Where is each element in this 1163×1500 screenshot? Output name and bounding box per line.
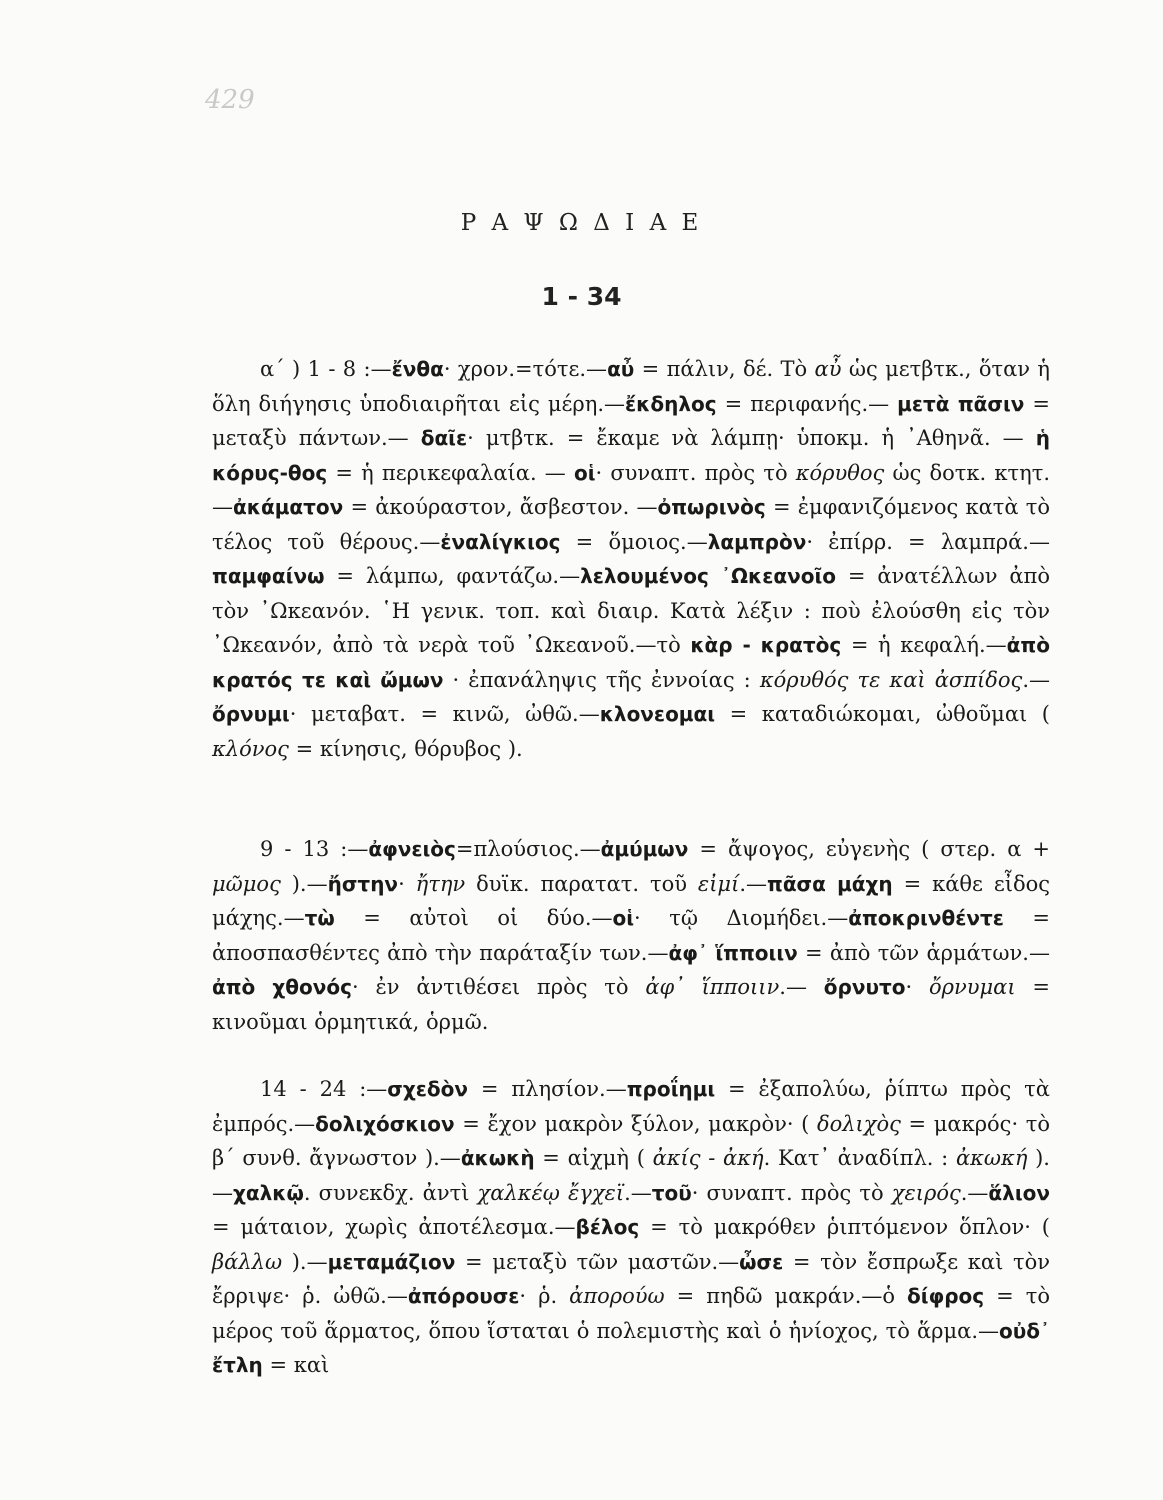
gloss-text: = κίνησις, θόρυβος ). — [288, 736, 523, 761]
gloss-text: 9 - 13 :— — [260, 837, 369, 861]
lemma-term: ἀπόρουσε — [407, 1284, 520, 1308]
lemma-term: δολιχόσκιον — [315, 1111, 455, 1136]
gloss-text: = πλησίον.— — [468, 1077, 627, 1101]
lemma-term: οὐδ᾿ ἔτλη — [212, 1318, 1050, 1377]
gloss-text: = μάταιον, χωρὶς ἀποτέλεσμα.— — [212, 1215, 576, 1239]
lemma-term: ἔνθα — [391, 357, 444, 381]
gloss-text: = ἀνατέλλων ἀπὸ τὸν ᾿Ωκεανόν. ῾Η γενικ. τοπ. καὶ διαιρ. Κατὰ λέξιν : ποὺ ἐλούσθη εἰς τὸν ᾿Ωκεανόν, ἀπὸ τὰ νερὰ τοῦ ᾿Ωκεανοῦ.—τὸ — [212, 564, 1050, 657]
lemma-term: τὼ — [304, 906, 335, 930]
gloss-text: = τὸ μέρος τοῦ ἅρματος, ὅπου ἵσταται ὁ πολεμιστὴς καὶ ὁ ἡνίοχος, τὸ ἅρμα.— — [212, 1284, 1051, 1343]
gloss-text: = μεταξὺ πάντων.— — [212, 391, 1050, 450]
lemma-term: δίφρος — [907, 1284, 985, 1308]
italic-citation: δολιχὸς — [816, 1111, 901, 1136]
commentary-paragraph-2 — [212, 832, 1050, 1039]
lemma-term: ὀπωρινὸς — [657, 495, 766, 519]
gloss-text: = ἡ περικεφαλαία. — — [327, 460, 574, 485]
gloss-text: = τὸν ἔσπρωξε καὶ τὸν ἔρριψε· ῥ. ὠθῶ.— — [212, 1249, 1051, 1308]
italic-citation: κόρυθος — [795, 460, 885, 485]
lemma-term: σχεδὸν — [387, 1077, 468, 1101]
gloss-text: .— — [739, 871, 767, 896]
gloss-text: ὡς μετβτκ., ὅταν ἡ ὅλη διήγησις ὑποδιαιρῆται εἰς μέρη.— — [212, 357, 1050, 416]
gloss-text: .— — [779, 975, 824, 999]
lemma-term: ἀφνειὸς — [368, 837, 456, 861]
gloss-text: · — [905, 975, 929, 999]
lemma-term: ἡ κόρυς-θος — [212, 426, 1050, 485]
gloss-text: ).— — [280, 871, 328, 896]
italic-citation: χαλκέῳ ἔγχεϊ — [477, 1180, 625, 1205]
lemma-term: βέλος — [575, 1215, 640, 1239]
gloss-text: = λάμπω, φαντάζω.— — [324, 564, 581, 588]
gloss-text: · συναπτ. πρὸς τὸ — [691, 1180, 892, 1205]
gloss-text: = κινοῦμαι ὁρμητικά, ὁρμῶ. — [212, 975, 1051, 1034]
gloss-text: = ἐμφανιζόμενος κατὰ τὸ τέλος τοῦ θέρους.— — [212, 495, 1050, 554]
lemma-term: οἱ — [573, 460, 596, 485]
gloss-text: · ῥ. — [519, 1284, 570, 1308]
gloss-text: .— — [624, 1180, 652, 1205]
gloss-text: = τὸ μακρόθεν ῥιπτόμενον ὅπλον· ( — [639, 1215, 1050, 1239]
gloss-text: = αὐτοὶ οἱ δύο.— — [334, 906, 613, 930]
lemma-term: ἀκωκὴ — [460, 1146, 535, 1170]
commentary-paragraph-1 — [212, 352, 1050, 766]
gloss-text: · ἐν ἀντιθέσει πρὸς τὸ — [352, 975, 646, 999]
gloss-text: · ἐπίρρ. = λαμπρά.— — [806, 529, 1050, 554]
italic-citation: βάλλω — [212, 1249, 283, 1274]
lemma-term: ἀποκρινθέντε — [848, 906, 1004, 930]
gloss-text: . συνεκδχ. ἀντὶ — [303, 1180, 478, 1205]
gloss-text: δυϊκ. παρατατ. τοῦ — [465, 871, 698, 896]
gloss-text: = κάθε εἶδος μάχης.— — [212, 871, 1050, 930]
gloss-text: ὡς δοτκ. κτητ.— — [212, 460, 1050, 519]
gloss-text: = ἀκούραστον, ἄσβεστον. — — [343, 495, 658, 519]
lemma-term: ἤστην — [327, 871, 399, 896]
gloss-text: = καὶ — [262, 1353, 330, 1377]
gloss-text: · μεταβατ. = κινῶ, ὠθῶ.— — [289, 702, 600, 726]
lemma-term: ὄρνυμι — [212, 702, 290, 726]
italic-citation: μῶμος — [212, 871, 281, 896]
gloss-text: =πλούσιος.— — [455, 837, 601, 861]
gloss-text: = ἀπὸ τῶν ἁρμάτων.— — [797, 940, 1050, 965]
lemma-term: τοῦ — [651, 1180, 692, 1205]
gloss-text: = πάλιν, δέ. Τὸ — [634, 357, 815, 381]
italic-citation: αὖ — [814, 357, 842, 381]
gloss-text: = μεταξὺ τῶν μαστῶν.— — [455, 1249, 740, 1274]
italic-citation: ἀκωκή — [955, 1146, 1028, 1170]
gloss-text: . Κατ᾿ ἀναδίπλ. : — [763, 1146, 956, 1170]
gloss-text: .— — [960, 1180, 989, 1205]
gloss-text: = ἀποσπασθέντες ἀπὸ τὴν παράταξίν των.— — [212, 906, 1050, 965]
gloss-text: = ἡ κεφαλή.— — [841, 633, 1007, 657]
italic-citation: χειρός — [891, 1180, 961, 1205]
verse-range-heading: 1 - 34 — [541, 282, 622, 311]
lemma-term: κὰρ - κρατὸς — [690, 633, 842, 657]
lemma-term: ὄρνυτο — [823, 975, 906, 999]
lemma-term: ἀπὸ κρατός τε καὶ ὤμων — [212, 633, 1050, 692]
gloss-text: · ἐπανάληψις τῆς ἐννοίας : — [443, 667, 760, 692]
gloss-text: = αἰχμὴ ( — [534, 1146, 653, 1170]
lemma-term: ἀμύμων — [600, 837, 689, 861]
lemma-term: λελουμένος ᾿Ωκεανοῖο — [580, 564, 836, 588]
gloss-text: · τῷ Διομήδει.— — [634, 906, 849, 930]
gloss-text: · μτβτκ. = ἔκαμε νὰ λάμπῃ· ὑποκμ. ἡ ᾿Αθηνᾶ. — — [467, 426, 1036, 450]
italic-citation: ὄρνυμαι — [929, 975, 1016, 999]
gloss-text: = περιφανής.— — [716, 391, 898, 416]
lemma-term: μετὰ πᾶσιν — [897, 391, 1025, 416]
lemma-term: μεταμάζιον — [327, 1249, 456, 1274]
gloss-text: .— — [1022, 667, 1050, 692]
lemma-term: ἔκδηλος — [625, 391, 717, 416]
lemma-term: παμφαίνω — [212, 564, 325, 588]
gloss-text: = πηδῶ μακράν.—ὁ — [664, 1284, 908, 1308]
gloss-text: · χρον.=τότε.— — [443, 357, 608, 381]
lemma-term: ἀπὸ χθονός — [212, 975, 353, 999]
italic-citation: εἰμί — [697, 871, 740, 896]
italic-citation: κόρυθός τε καὶ ἀσπίδος — [759, 667, 1023, 692]
gloss-text: ).— — [212, 1146, 1050, 1205]
lemma-term: ἀκάματον — [233, 495, 344, 519]
lemma-term: χαλκῷ — [233, 1180, 304, 1205]
lemma-term: αὖ — [607, 357, 635, 381]
italic-citation: ἀφ᾿ ἵπποιιν — [645, 975, 780, 999]
gloss-text: 14 - 24 :— — [260, 1077, 388, 1101]
italic-citation: κλόνος — [212, 736, 289, 761]
gloss-text: = ὅμοιος.— — [560, 529, 708, 554]
gloss-text: α΄ ) 1 - 8 :— — [260, 357, 392, 381]
italic-citation: ἤτην — [415, 871, 466, 896]
rhapsody-heading: Ρ Α Ψ Ω Δ Ι Α Ε — [460, 210, 703, 236]
gloss-text: = ἐξαπολύω, ῥίπτω πρὸς τὰ ἐμπρός.— — [212, 1077, 1050, 1136]
lemma-term: πᾶσα μάχη — [767, 871, 893, 896]
italic-citation: ἀπορούω — [569, 1284, 665, 1308]
lemma-term: κλονεομαι — [599, 702, 716, 726]
lemma-term: δαῖε — [420, 426, 468, 450]
gloss-text: = καταδιώκομαι, ὠθοῦμαι ( — [715, 702, 1050, 726]
gloss-text: ).— — [282, 1249, 328, 1274]
lemma-term: ὦσε — [739, 1249, 784, 1274]
gloss-text: · συναπτ. πρὸς τὸ — [595, 460, 796, 485]
lemma-term: ἀφ᾿ ἵπποιιν — [668, 940, 798, 965]
gloss-text: = ἔχον μακρὸν ξύλον, μακρὸν· ( — [454, 1111, 817, 1136]
lemma-term: οἱ — [612, 906, 635, 930]
lemma-term: ἐναλίγκιος — [440, 529, 561, 554]
gloss-text: = μακρός· τὸ β΄ συνθ. ἄγνωστον ).— — [212, 1111, 1050, 1170]
italic-citation: ἀκίς - ἀκή — [652, 1146, 764, 1170]
commentary-paragraph-3 — [212, 1072, 1050, 1383]
lemma-term: προΐημι — [626, 1077, 716, 1101]
faint-page-number: 429 — [205, 85, 255, 115]
gloss-text: · — [398, 871, 416, 896]
lemma-term: λαμπρὸν — [707, 529, 807, 554]
gloss-text: = ἄψογος, εὐγενὴς ( στερ. α + — [688, 837, 1050, 861]
lemma-term: ἅλιον — [988, 1180, 1050, 1205]
